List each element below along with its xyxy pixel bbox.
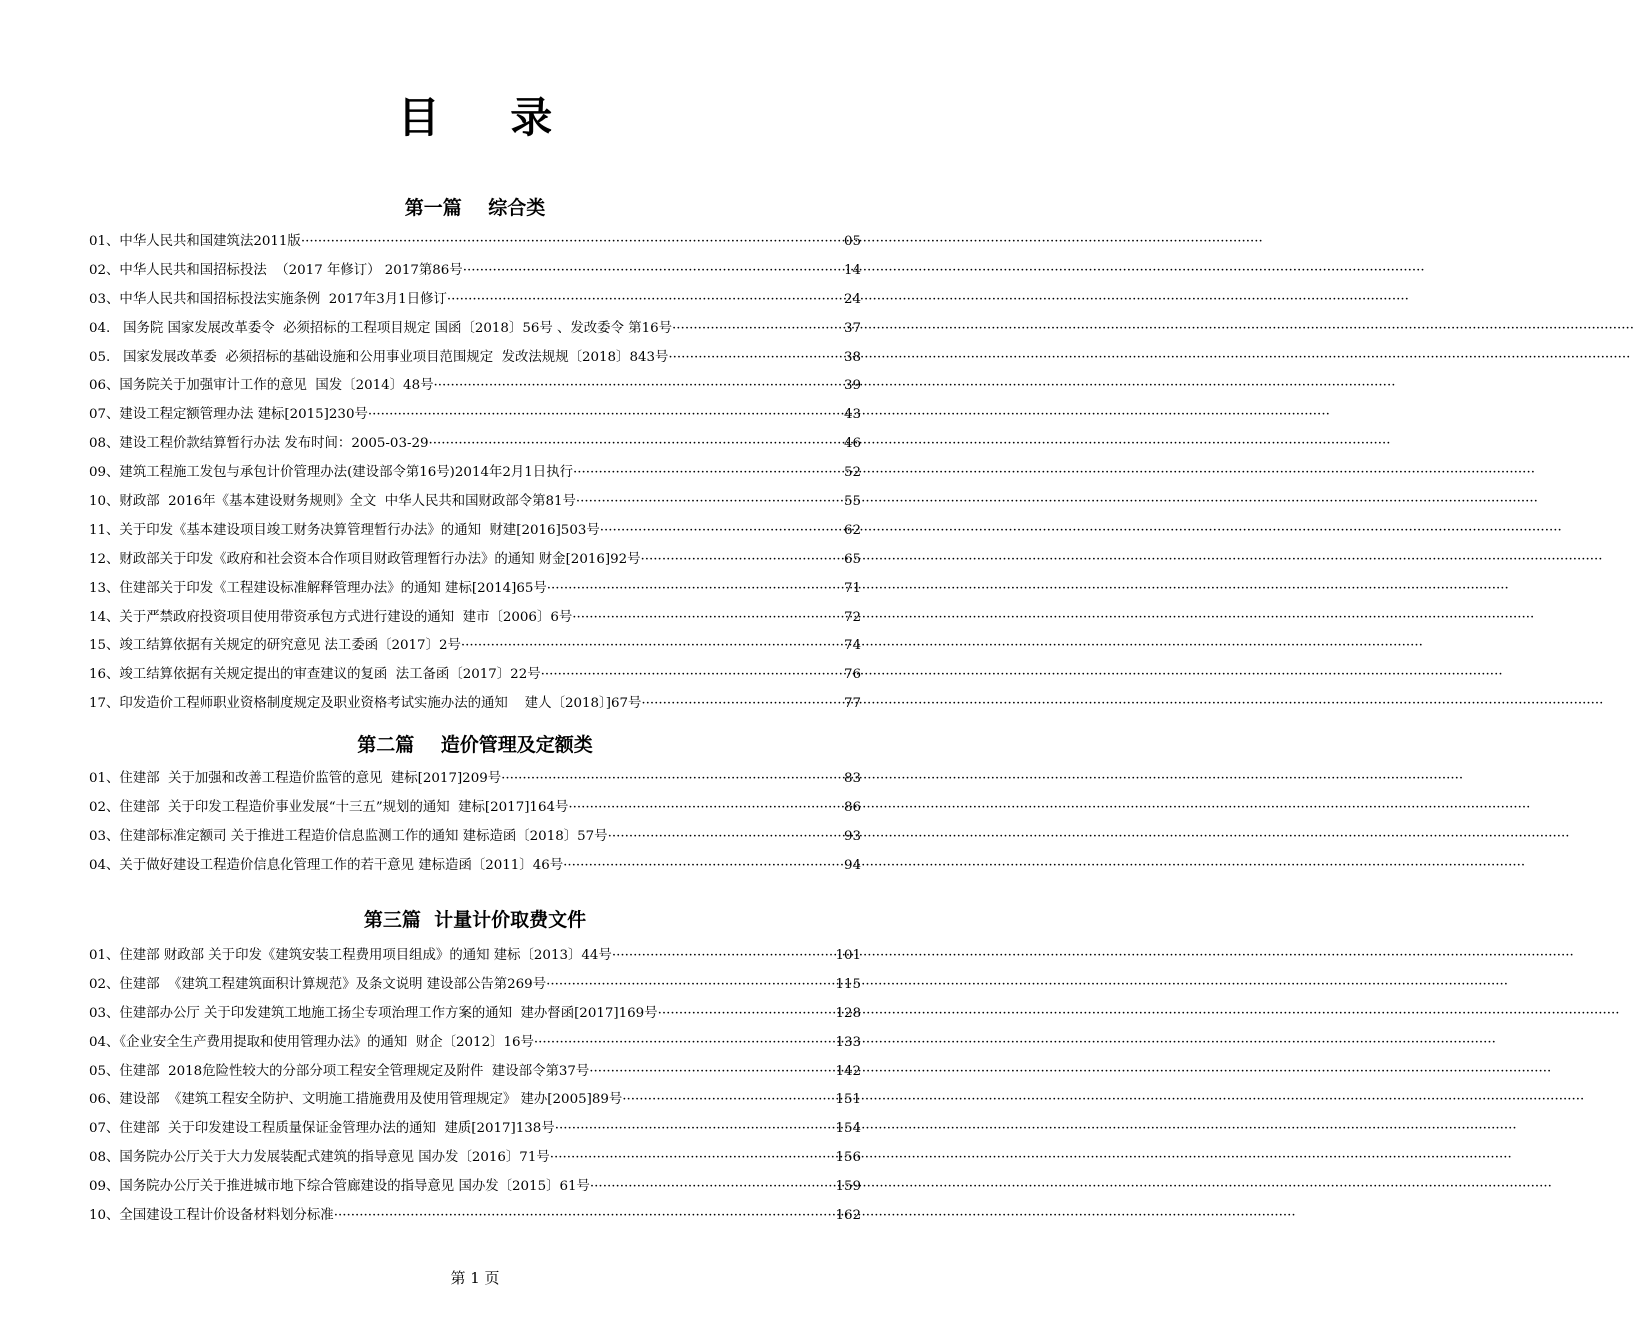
toc-leader-dots bbox=[534, 1029, 836, 1058]
toc-entry-title: 01、住建部 财政部 关于印发《建筑安装工程费用项目组成》的通知 建标〔2013〕44号 bbox=[89, 948, 612, 963]
toc-entry[interactable] bbox=[89, 344, 861, 373]
toc-entry-page-number: 74 bbox=[843, 638, 861, 654]
toc-entry-page-number: 94 bbox=[843, 857, 861, 873]
toc-leader-dots bbox=[668, 344, 844, 373]
toc-leader-dots bbox=[600, 517, 844, 546]
toc-entry[interactable] bbox=[89, 765, 861, 794]
toc-entry[interactable] bbox=[89, 1144, 861, 1173]
toc-entry[interactable] bbox=[89, 1058, 861, 1087]
toc-leader-dots bbox=[612, 942, 836, 971]
toc-leader-dots bbox=[608, 823, 844, 852]
toc-entry-title: 02、住建部 《建筑工程建筑面积计算规范》及条文说明 建设部公告第269号 bbox=[89, 976, 547, 992]
toc-leader-dots bbox=[368, 401, 844, 430]
toc-entry-title: 05、住建部 2018危险性较大的分部分项工程安全管理规定及附件 建设部令第37号 bbox=[89, 1063, 590, 1079]
toc-leader-dots bbox=[550, 1144, 836, 1173]
toc-leader-dots bbox=[301, 228, 844, 257]
toc-entry-page-number: 142 bbox=[835, 1063, 861, 1079]
toc-leader-dots bbox=[501, 765, 844, 794]
toc-entry-page-number: 86 bbox=[843, 799, 861, 815]
toc-entry-page-number: 162 bbox=[835, 1208, 861, 1224]
toc-leader-dots bbox=[461, 632, 844, 661]
toc-leader-dots bbox=[622, 1086, 835, 1115]
toc-entry-title: 07、建设工程定额管理办法 建标[2015]230号 bbox=[89, 407, 368, 423]
toc-entry-title: 07、住建部 关于印发建设工程质量保证金管理办法的通知 建质[2017]138号 bbox=[89, 1121, 555, 1137]
toc-entry[interactable] bbox=[89, 971, 861, 1000]
toc-entry-page-number: 77 bbox=[843, 696, 861, 712]
toc-entry-title: 04、《企业安全生产费用提取和使用管理办法》的通知 财企〔2012〕16号 bbox=[89, 1034, 534, 1050]
toc-leader-dots bbox=[568, 794, 844, 823]
toc-leader-dots bbox=[589, 1058, 835, 1087]
toc-list-section-2 bbox=[89, 765, 861, 881]
toc-entry-page-number: 65 bbox=[843, 551, 861, 567]
toc-leader-dots bbox=[334, 1202, 836, 1231]
section-heading-1: 第一篇 综合类 bbox=[404, 197, 546, 219]
toc-entry-title: 09、国务院办公厅关于推进城市地下综合管廊建设的指导意见 国办发〔2015〕61号 bbox=[89, 1179, 590, 1195]
toc-entry[interactable] bbox=[89, 1086, 861, 1115]
toc-entry-page-number: 128 bbox=[835, 1005, 861, 1021]
toc-leader-dots bbox=[672, 315, 844, 344]
toc-leader-dots bbox=[433, 372, 843, 401]
toc-entry-page-number: 76 bbox=[843, 667, 861, 683]
toc-entry-page-number: 24 bbox=[843, 291, 861, 307]
toc-leader-dots bbox=[555, 1115, 836, 1144]
toc-entry-page-number: 43 bbox=[843, 407, 861, 423]
toc-entry-title: 01、中华人民共和国建筑法2011版 bbox=[89, 234, 301, 249]
toc-entry-title: 05. 国家发展改革委 必须招标的基础设施和公用事业项目范围规定 发改法规规〔2018〕843号 bbox=[89, 349, 669, 365]
toc-entry-page-number: 133 bbox=[835, 1034, 861, 1050]
toc-entry[interactable] bbox=[89, 401, 861, 430]
toc-entry[interactable] bbox=[89, 1115, 861, 1144]
toc-entry[interactable] bbox=[89, 430, 861, 459]
toc-entry-page-number: 55 bbox=[843, 494, 861, 510]
toc-leader-dots bbox=[658, 1000, 836, 1029]
toc-entry[interactable] bbox=[89, 257, 861, 286]
toc-entry[interactable] bbox=[89, 459, 861, 488]
toc-leader-dots bbox=[641, 690, 844, 719]
toc-entry-title: 14、关于严禁政府投资项目使用带资承包方式进行建设的通知 建市〔2006〕6号 bbox=[89, 609, 573, 625]
toc-entry-page-number: 62 bbox=[843, 522, 861, 538]
toc-entry-page-number: 156 bbox=[835, 1150, 861, 1166]
toc-leader-dots bbox=[546, 971, 835, 1000]
toc-entry-title: 01、住建部 关于加强和改善工程造价监管的意见 建标[2017]209号 bbox=[89, 771, 502, 786]
toc-entry-page-number: 52 bbox=[843, 465, 861, 481]
toc-entry[interactable] bbox=[89, 546, 861, 575]
toc-entry-page-number: 14 bbox=[843, 262, 861, 278]
toc-entry[interactable] bbox=[89, 942, 861, 971]
toc-entry-title: 03、中华人民共和国招标投法实施条例 2017年3月1日修订 bbox=[89, 291, 447, 307]
toc-entry[interactable] bbox=[89, 372, 861, 401]
page-title: 目 录 bbox=[397, 93, 581, 142]
toc-entry[interactable] bbox=[89, 823, 861, 852]
toc-entry-title: 12、财政部关于印发《政府和社会资本合作项目财政管理暂行办法》的通知 财金[2016]92号 bbox=[89, 551, 641, 567]
toc-leader-dots bbox=[576, 488, 844, 517]
toc-entry[interactable] bbox=[89, 690, 861, 719]
toc-entry-page-number: 115 bbox=[835, 976, 861, 992]
toc-entry-page-number: 93 bbox=[843, 828, 861, 844]
toc-entry[interactable] bbox=[89, 852, 861, 881]
toc-entry[interactable] bbox=[89, 1173, 861, 1202]
toc-entry-title: 13、住建部关于印发《工程建设标准解释管理办法》的通知 建标[2014]65号 bbox=[89, 580, 547, 596]
toc-entry-title: 03、住建部标准定额司 关于推进工程造价信息监测工作的通知 建标造函〔2018〕57号 bbox=[89, 828, 608, 844]
toc-entry-title: 17、印发造价工程师职业资格制度规定及职业资格考试实施办法的通知 建人〔2018〕]67号 bbox=[89, 696, 642, 712]
toc-entry[interactable] bbox=[89, 575, 861, 604]
toc-entry-title: 15、竣工结算依据有关规定的研究意见 法工委函〔2017〕2号 bbox=[89, 638, 461, 654]
toc-leader-dots bbox=[547, 575, 844, 604]
toc-entry[interactable] bbox=[89, 315, 861, 344]
toc-entry-title: 06、建设部 《建筑工程安全防护、文明施工措施费用及使用管理规定》 建办[2005]89号 bbox=[89, 1092, 623, 1108]
section-heading-3: 第三篇 计量计价取费文件 bbox=[363, 909, 587, 931]
page-footer: 第 1 页 bbox=[450, 1269, 500, 1287]
toc-entry-title: 02、中华人民共和国招标投法 （2017 年修订） 2017第86号 bbox=[89, 262, 463, 278]
toc-entry-page-number: 159 bbox=[835, 1179, 861, 1195]
toc-entry[interactable] bbox=[89, 794, 861, 823]
toc-leader-dots bbox=[590, 1173, 836, 1202]
toc-entry-title: 10、财政部 2016年《基本建设财务规则》全文 中华人民共和国财政部令第81号 bbox=[89, 494, 576, 510]
toc-entry-page-number: 101 bbox=[835, 948, 861, 963]
toc-entry[interactable] bbox=[89, 1029, 861, 1058]
toc-entry[interactable] bbox=[89, 286, 861, 315]
toc-entry-page-number: 38 bbox=[843, 349, 861, 365]
toc-entry[interactable] bbox=[89, 517, 861, 546]
toc-entry-page-number: 72 bbox=[843, 609, 861, 625]
toc-list-section-3 bbox=[89, 942, 861, 1231]
toc-entry-title: 03、住建部办公厅 关于印发建筑工地施工扬尘专项治理工作方案的通知 建办督函[2017]169号 bbox=[89, 1005, 658, 1021]
toc-leader-dots bbox=[572, 604, 844, 633]
toc-entry-title: 04、关于做好建设工程造价信息化管理工作的若干意见 建标造函〔2011〕46号 bbox=[89, 857, 564, 873]
toc-leader-dots bbox=[573, 459, 844, 488]
toc-entry-title: 02、住建部 关于印发工程造价事业发展“十三五”规划的通知 建标[2017]164号 bbox=[89, 799, 569, 815]
toc-leader-dots bbox=[463, 257, 844, 286]
toc-entry-title: 16、竣工结算依据有关规定提出的审查建议的复函 法工备函〔2017〕22号 bbox=[89, 667, 541, 683]
toc-entry-page-number: 37 bbox=[843, 320, 861, 336]
toc-leader-dots bbox=[429, 430, 844, 459]
section-heading-2: 第二篇 造价管理及定额类 bbox=[357, 734, 593, 756]
toc-entry-page-number: 151 bbox=[835, 1092, 861, 1108]
toc-leader-dots bbox=[447, 286, 844, 315]
toc-entry[interactable] bbox=[89, 488, 861, 517]
toc-entry-page-number: 83 bbox=[843, 771, 861, 786]
toc-entry-title: 11、关于印发《基本建设项目竣工财务决算管理暂行办法》的通知 财建[2016]503号 bbox=[89, 522, 600, 538]
toc-entry-page-number: 154 bbox=[835, 1121, 861, 1137]
toc-entry-title: 04. 国务院 国家发展改革委令 必须招标的工程项目规定 国函〔2018〕56号 、发改委令 第16号 bbox=[89, 320, 673, 336]
toc-entry-page-number: 05 bbox=[843, 234, 861, 249]
toc-entry[interactable] bbox=[89, 604, 861, 633]
toc-entry[interactable] bbox=[89, 1202, 861, 1231]
toc-entry-title: 08、国务院办公厅关于大力发展装配式建筑的指导意见 国办发〔2016〕71号 bbox=[89, 1150, 550, 1166]
toc-entry-page-number: 46 bbox=[843, 436, 861, 452]
toc-leader-dots bbox=[541, 661, 844, 690]
toc-entry[interactable] bbox=[89, 632, 861, 661]
toc-entry-page-number: 39 bbox=[843, 378, 861, 394]
toc-leader-dots bbox=[563, 852, 844, 881]
toc-entry[interactable] bbox=[89, 661, 861, 690]
toc-leader-dots bbox=[641, 546, 844, 575]
toc-entry-title: 10、全国建设工程计价设备材料划分标准 bbox=[89, 1208, 334, 1224]
toc-entry-title: 09、建筑工程施工发包与承包计价管理办法(建设部令第16号)2014年2月1日执行 bbox=[89, 465, 573, 481]
toc-entry-page-number: 71 bbox=[843, 580, 861, 596]
toc-entry-title: 06、国务院关于加强审计工作的意见 国发〔2014〕48号 bbox=[89, 378, 434, 394]
toc-list-section-1 bbox=[89, 228, 861, 719]
toc-entry[interactable] bbox=[89, 228, 861, 257]
toc-entry-title: 08、建设工程价款结算暂行办法 发布时间：2005-03-29 bbox=[89, 436, 429, 452]
toc-entry[interactable] bbox=[89, 1000, 861, 1029]
